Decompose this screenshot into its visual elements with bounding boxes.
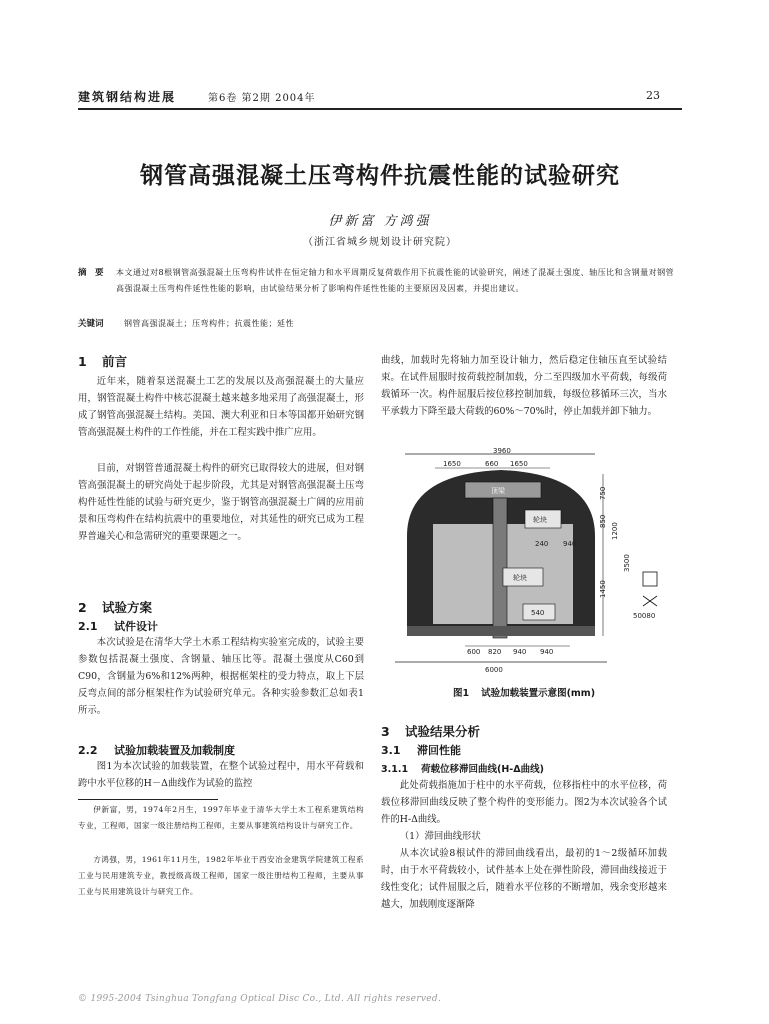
dim-850: 850 — [599, 514, 607, 528]
dim-540: 540 — [531, 609, 545, 617]
dim-actuator: 50080 — [633, 612, 656, 620]
subsection-heading-2-1: 2.1 试件设计 — [78, 620, 158, 633]
page-number: 23 — [646, 89, 660, 102]
header-rule — [78, 108, 682, 110]
section-heading-3: 3 试验结果分析 — [381, 724, 481, 739]
section-heading-2: 2 试验方案 — [78, 600, 153, 615]
paper-authors: 伊新富 方鸿强 — [328, 214, 432, 229]
keywords — [78, 316, 678, 332]
s311-subheading: （1）滞回曲线形状 — [399, 831, 481, 842]
dim-940: 940 — [563, 540, 577, 548]
figure-caption: 图1 试验加载装置示意图(mm) — [452, 688, 596, 699]
base-beam — [407, 626, 595, 636]
subsection-heading-2-2: 2.2 试验加载装置及加载制度 — [78, 744, 235, 757]
s311-paragraph-2: 从本次试验8根试件的滞回曲线看出，最初的1～2级循环加载时，由于水平荷载较小，试件基本上处在弹性阶段，滞回曲线接近于线性变化；试件屈服之后，随着水平位移的不断增加，残余变形越来越大，加载刚度逐渐降 — [381, 848, 667, 910]
running-header — [78, 88, 682, 106]
dim-6000: 6000 — [485, 666, 503, 674]
footnote-author-2: 方鸿强，男，1961年11月生，1982年毕业于西安冶金建筑学院建筑工程系工业与民用建筑专业，教授级高级工程师，国家一级注册结构工程师，主要从事工业与民用建筑设计与研究工作。 — [78, 855, 364, 896]
intro-paragraph-2: 目前，对钢管普通混凝土构件的研究已取得较大的进展，但对钢管高强混凝土的研究尚处于起步阶段，尤其是对钢管高强混凝土压弯构件延性性能的试验与研究更少，鉴于钢管高强混凝土广阔的应用前景和压弯构件在结构抗震中的重要地位，对其延性的研究已成为工程界普遍关心和急需研究的重要课题之一。 — [78, 463, 364, 542]
dim-940b2: 940 — [540, 648, 554, 656]
label-top-beam: 顶梁 — [491, 487, 505, 495]
dim-1450: 1450 — [599, 580, 607, 598]
label-slider: 轮块 — [533, 516, 547, 524]
dim-940b1: 940 — [513, 648, 527, 656]
subsection-heading-3-1: 3.1 滞回性能 — [381, 744, 461, 757]
section-heading-1: 1 前言 — [78, 354, 128, 369]
dim-240: 240 — [535, 540, 549, 548]
dim-750: 750 — [599, 486, 607, 500]
dim-820: 820 — [488, 648, 502, 656]
journal-name: 建筑钢结构进展 — [78, 90, 177, 104]
abstract-text: 本文通过对8根钢管高强混凝土压弯构件试件在恒定轴力和水平周期反复荷载作用下抗震性能的试验研究，阐述了混凝土强度、轴压比和含钢量对钢管高强混凝土压弯构件延性性能的影响，由试验结果分析了影响构件延性性能的主要原因及因素，并提出建议。 — [116, 268, 675, 293]
label-jack: 轮块 — [513, 574, 527, 582]
s21-paragraph: 本次试验是在清华大学土木系工程结构实验室完成的，试验主要参数包括混凝土强度、含钢量、轴压比等。混凝土强度从C60到C90，含钢量为6%和12%两种，根据框架柱的受力特点，取上下层反弯点间的部分框架柱作为试验研究单元。各种实验参数汇总如表1所示。 — [78, 637, 364, 716]
actuator-symbol — [643, 572, 657, 586]
footnote-author-1: 伊新富，男，1974年2月生，1997年毕业于清华大学土木工程系建筑结构专业，工程师，国家一级注册结构工程师，主要从事建筑结构设计与研究工作。 — [78, 805, 364, 830]
intro-paragraph-1: 近年来，随着泵送混凝土工艺的发展以及高强混凝土的大量应用，钢管混凝土构件中核芯混凝土越来越多地采用了高强混凝土，形成了钢管高强混凝土结构。美国、澳大利亚和日本等国都开始研究钢管高强混凝土构件的工作性能，并在工程实践中推广应用。 — [78, 376, 364, 438]
footnote-rule — [78, 799, 218, 800]
dim-1200: 1200 — [611, 522, 619, 540]
dim-600: 600 — [467, 648, 481, 656]
keywords-text: 钢管高强混凝土；压弯构件；抗震性能；延性 — [124, 319, 294, 328]
s22-paragraph: 图1为本次试验的加载装置，在整个试验过程中，用水平荷载和跨中水平位移的H－Δ曲线作为试验的监控 — [78, 761, 364, 789]
keywords-label: 关键词 — [78, 319, 104, 329]
dim-1650b: 1650 — [510, 460, 528, 468]
s311-paragraph-1: 此处荷载指施加于柱中的水平荷载，位移指柱中的水平位移，荷载位移滞回曲线反映了整个构件的变形能力。图2为本次试验各个试件的H-Δ曲线。 — [381, 780, 667, 825]
loading-paragraph: 曲线，加载时先将轴力加至设计轴力，然后稳定住轴压直至试验结束。在试件屈服时按荷载控制加载，分二至四级加水平荷载，每级荷载循环一次。构件屈服后按位移控制加载，每级位移循环三次，当水平承载力下降至最大荷载的60%～70%时，停止加载并卸下轴力。 — [381, 355, 667, 417]
paper-affiliation: （浙江省城乡规划设计研究院） — [303, 237, 457, 248]
copyright-notice: © 1995-2004 Tsinghua Tongfang Optical Disc Co., Ltd. All rights reserved. — [78, 994, 442, 1004]
abstract-label: 摘 要 — [78, 268, 104, 278]
dim-3960: 3960 — [493, 447, 511, 455]
abstract — [78, 265, 678, 297]
figure-loading-setup — [385, 446, 665, 678]
dim-3500: 3500 — [623, 554, 631, 572]
paper-title: 钢管高强混凝土压弯构件抗震性能的试验研究 — [140, 163, 620, 189]
subsubsection-heading-3-1-1: 3.1.1 荷载位移滞回曲线(H-Δ曲线) — [381, 764, 544, 775]
issue-info: 第6卷 第2期 2004年 — [208, 93, 316, 104]
dim-660: 660 — [485, 460, 499, 468]
dim-1650a: 1650 — [443, 460, 461, 468]
